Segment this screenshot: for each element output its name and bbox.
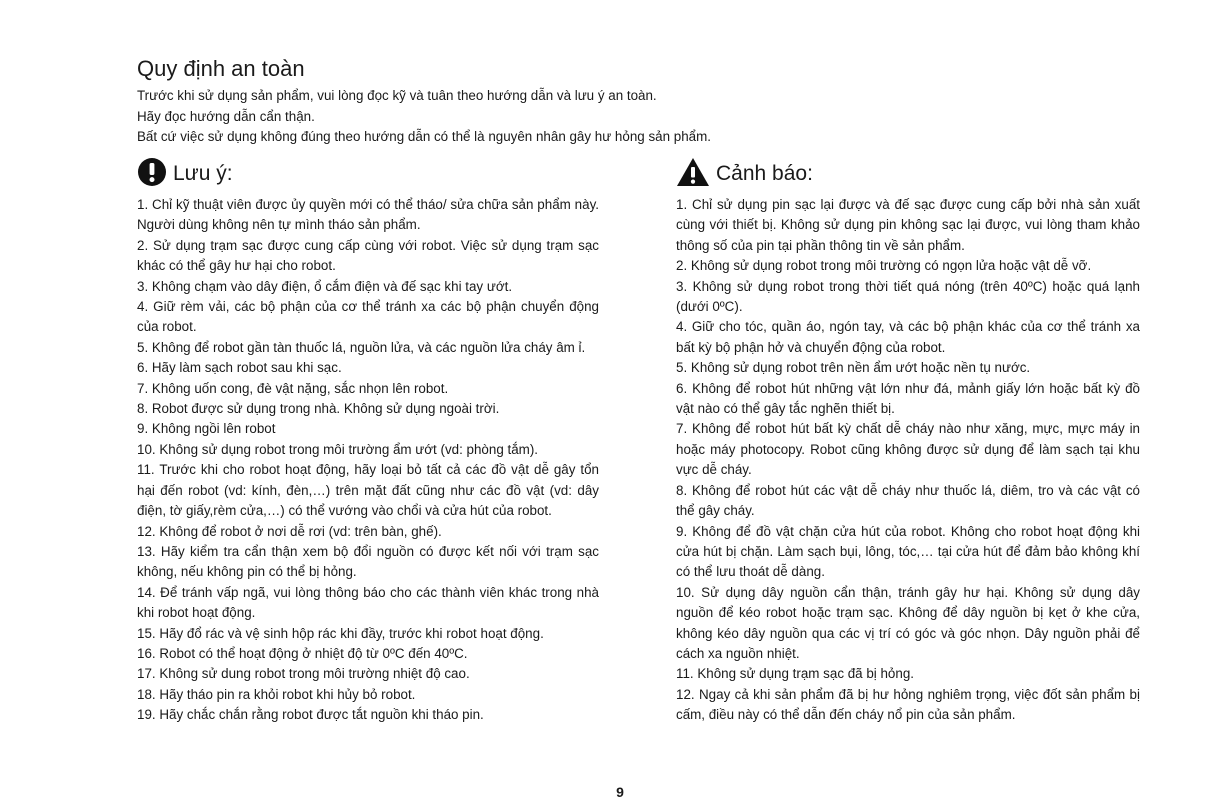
notice-item: 16. Robot có thể hoạt động ở nhiệt độ từ 0ºC đến 40ºC. — [137, 645, 468, 661]
notice-item: 13. Hãy kiểm tra cẩn thận xem bộ đổi nguồn có được kết nối với trạm sạc không, nếu không pin có thể bị hỏng. — [137, 543, 599, 580]
notice-item: 3. Không chạm vào dây điện, ổ cắm điện và đế sạc khi tay ướt. — [137, 278, 513, 294]
intro-line: Trước khi sử dụng sản phẩm, vui lòng đọc kỹ và tuân theo hướng dẫn và lưu ý an toàn. — [137, 88, 657, 103]
warning-item: 1. Chỉ sử dụng pin sạc lại được và đế sạc được cung cấp bởi nhà sản xuất cùng với thiết bị. Không sử dụng pin không sạc lại được, vui lòng tham khảo thông số của pin tại phần thông tin về sản phẩm. — [676, 197, 1140, 253]
intro-line: Bất cứ việc sử dụng không đúng theo hướng dẫn có thể là nguyên nhân gây hư hỏng sản phẩm. — [137, 129, 711, 144]
notice-header — [137, 156, 599, 192]
notice-item: 15. Hãy đổ rác và vệ sinh hộp rác khi đầy, trước khi robot hoạt động. — [137, 625, 544, 641]
notice-item: 5. Không để robot gần tàn thuốc lá, nguồn lửa, và các nguồn lửa cháy âm ỉ. — [137, 339, 586, 355]
notice-item: 14. Để tránh vấp ngã, vui lòng thông báo cho các thành viên khác trong nhà khi robot hoạt động. — [137, 584, 599, 621]
warning-item: 5. Không sử dụng robot trên nền ẩm ướt hoặc nền tụ nước. — [676, 360, 1031, 376]
warning-triangle-icon — [676, 157, 710, 192]
warning-item: 8. Không để robot hút các vật dễ cháy như thuốc lá, diêm, tro và các vật có thể gây cháy. — [676, 482, 1140, 519]
notice-item: 11. Trước khi cho robot hoạt động, hãy loại bỏ tất cả các đồ vật dễ gây tổn hại đến robot (vd: kính, đèn,…) trên mặt đất cũng như các đồ vật (vd: dây điện, tờ giấy,rèm cửa,…) có thể vướng vào chổi và cửa hút của robot. — [137, 462, 599, 519]
warning-item: 9. Không để đồ vật chặn cửa hút của robot. Không cho robot hoạt động khi cửa hút bị chặn. Làm sạch bụi, lông, tóc,… tại cửa hút để đảm bảo không khí có thể lưu thoát dễ dàng. — [676, 523, 1140, 580]
notice-item: 7. Không uốn cong, đè vật nặng, sắc nhọn lên robot. — [137, 380, 449, 396]
page-number: 9 — [616, 784, 624, 800]
notice-item: 2. Sử dụng trạm sạc được cung cấp cùng với robot. Việc sử dụng trạm sạc khác có thể gây hư hại cho robot. — [137, 237, 599, 274]
notice-section — [137, 156, 599, 726]
warning-item: 4. Giữ cho tóc, quần áo, ngón tay, và các bộ phận khác của cơ thể tránh xa bất kỳ bộ phận hở và chuyển động của robot. — [676, 319, 1140, 355]
intro-line: Hãy đọc hướng dẫn cẩn thận. — [137, 108, 315, 124]
page-title: Quy định an toàn — [137, 56, 305, 81]
warning-header — [676, 156, 1140, 192]
warning-item: 12. Ngay cả khi sản phẩm đã bị hư hỏng nghiêm trọng, việc đốt sản phẩm bị cấm, điều này có thể dẫn đến cháy nổ pin của sản phẩm. — [676, 686, 1140, 723]
warning-item: 6. Không để robot hút những vật lớn như đá, mảnh giấy lớn hoặc bất kỳ đồ vật nào có thể gây tắc nghẽn thiết bị. — [676, 380, 1140, 417]
warning-list — [676, 195, 1140, 726]
warning-section — [676, 156, 1140, 726]
notice-item: 12. Không để robot ở nơi dễ rơi (vd: trên bàn, ghế). — [137, 523, 442, 539]
warning-heading: Cảnh báo: — [716, 162, 813, 185]
notice-heading: Lưu ý: — [173, 162, 233, 185]
notice-list — [137, 195, 599, 726]
notice-item: 1. Chỉ kỹ thuật viên được ủy quyền mới có thể tháo/ sửa chữa sản phẩm này. Người dùng không nên tự mình tháo sản phẩm. — [137, 197, 599, 233]
exclamation-circle-icon — [137, 157, 167, 192]
warning-item: 10. Sử dụng dây nguồn cẩn thận, tránh gây hư hại. Không sử dụng dây nguồn để kéo robot hoặc trạm sạc. Không để dây nguồn bị kẹt ở khe cửa, không kéo dây nguồn qua các vị trí có góc và góc nhọn. Dây nguồn phải để cách xa nguồn nhiệt. — [676, 584, 1140, 661]
notice-item: 17. Không sử dung robot trong môi trường nhiệt độ cao. — [137, 666, 470, 682]
notice-item: 8. Robot được sử dụng trong nhà. Không sử dụng ngoài trời. — [137, 401, 500, 417]
notice-item: 18. Hãy tháo pin ra khỏi robot khi hủy bỏ robot. — [137, 686, 416, 702]
warning-item: 7. Không để robot hút bất kỳ chất dễ cháy nào như xăng, mực, mực máy in hoặc máy photocopy. Robot cũng không được sử dụng để làm sạch tại khu vực dễ cháy. — [676, 421, 1140, 478]
notice-item: 4. Giữ rèm vải, các bộ phận của cơ thể tránh xa các bộ phận chuyển động của robot. — [137, 299, 599, 335]
notice-item: 10. Không sử dụng robot trong môi trường ẩm ướt (vd: phòng tắm). — [137, 441, 538, 457]
notice-item: 19. Hãy chắc chắn rằng robot được tắt nguồn khi tháo pin. — [137, 707, 484, 723]
warning-item: 2. Không sử dụng robot trong môi trường có ngọn lửa hoặc vật dễ vỡ. — [676, 258, 1092, 274]
notice-item: 9. Không ngồi lên robot — [137, 421, 276, 437]
notice-item: 6. Hãy làm sạch robot sau khi sạc. — [137, 360, 342, 376]
warning-item: 3. Không sử dụng robot trong thời tiết quá nóng (trên 40ºC) hoặc quá lạnh (dưới 0ºC). — [676, 278, 1140, 315]
intro-block — [137, 86, 1037, 148]
warning-item: 11. Không sử dụng trạm sạc đã bị hỏng. — [676, 666, 914, 682]
